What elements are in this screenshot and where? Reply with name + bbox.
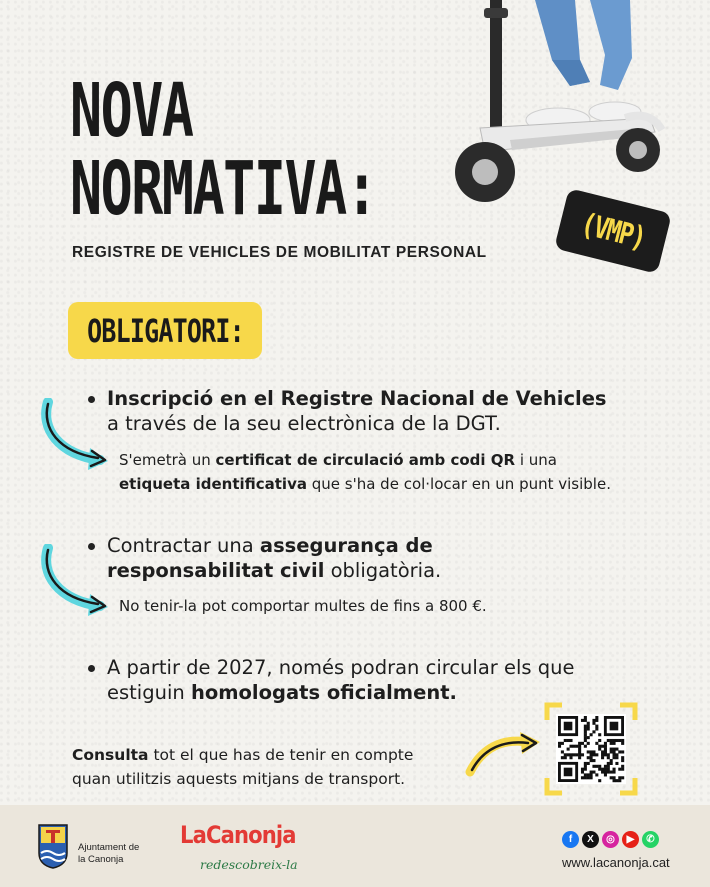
la-canonja-logo: LaCanonja	[180, 821, 296, 849]
note-certificat: S'emetrà un certificat de circulació amb codi QR i una etiqueta identificativa que s'ha de col·locar en un punt visible.	[119, 451, 611, 493]
curved-arrow-icon	[38, 398, 112, 474]
social-icons	[562, 831, 659, 848]
coat-of-arms-icon	[37, 823, 69, 869]
subtitle: REGISTRE DE VEHICLES DE MOBILITAT PERSONAL	[72, 244, 487, 261]
x-icon[interactable]: X	[582, 831, 599, 848]
youtube-icon[interactable]: ▶	[622, 831, 639, 848]
curved-arrow-icon	[38, 544, 112, 620]
obligatori-label: OBLIGATORI:	[68, 302, 262, 359]
whatsapp-icon[interactable]: ✆	[642, 831, 659, 848]
note-multes: No tenir-la pot comportar multes de fins a 800 €.	[119, 597, 487, 615]
pointer-arrow-icon	[464, 726, 544, 778]
scooter-image	[440, 0, 670, 205]
list-item-asseguranca: Contractar una assegurança de responsabilitat civil obligatòria.	[88, 533, 441, 583]
instagram-icon[interactable]: ◎	[602, 831, 619, 848]
vmp-badge: (VMP)	[554, 188, 672, 274]
facebook-icon[interactable]: f	[562, 831, 579, 848]
qr-code[interactable]	[544, 702, 638, 796]
tagline: redescobreix-la	[200, 857, 298, 872]
consulta-text: Consulta tot el que has de tenir en compte quan utilitzis aquests mitjans de transport.	[72, 746, 414, 788]
bullet-dot	[88, 665, 95, 672]
website-link[interactable]: www.lacanonja.cat	[562, 855, 670, 870]
list-item-homologats: A partir de 2027, només podran circular els que estiguin homologats oficialment.	[88, 655, 575, 705]
page-title: NOVA NORMATIVA:	[70, 68, 377, 232]
list-item-registre: Inscripció en el Registre Nacional de Vehicles a través de la seu electrònica de la DGT.	[88, 386, 607, 436]
ajuntament-name: Ajuntament de la Canonja	[78, 842, 140, 865]
